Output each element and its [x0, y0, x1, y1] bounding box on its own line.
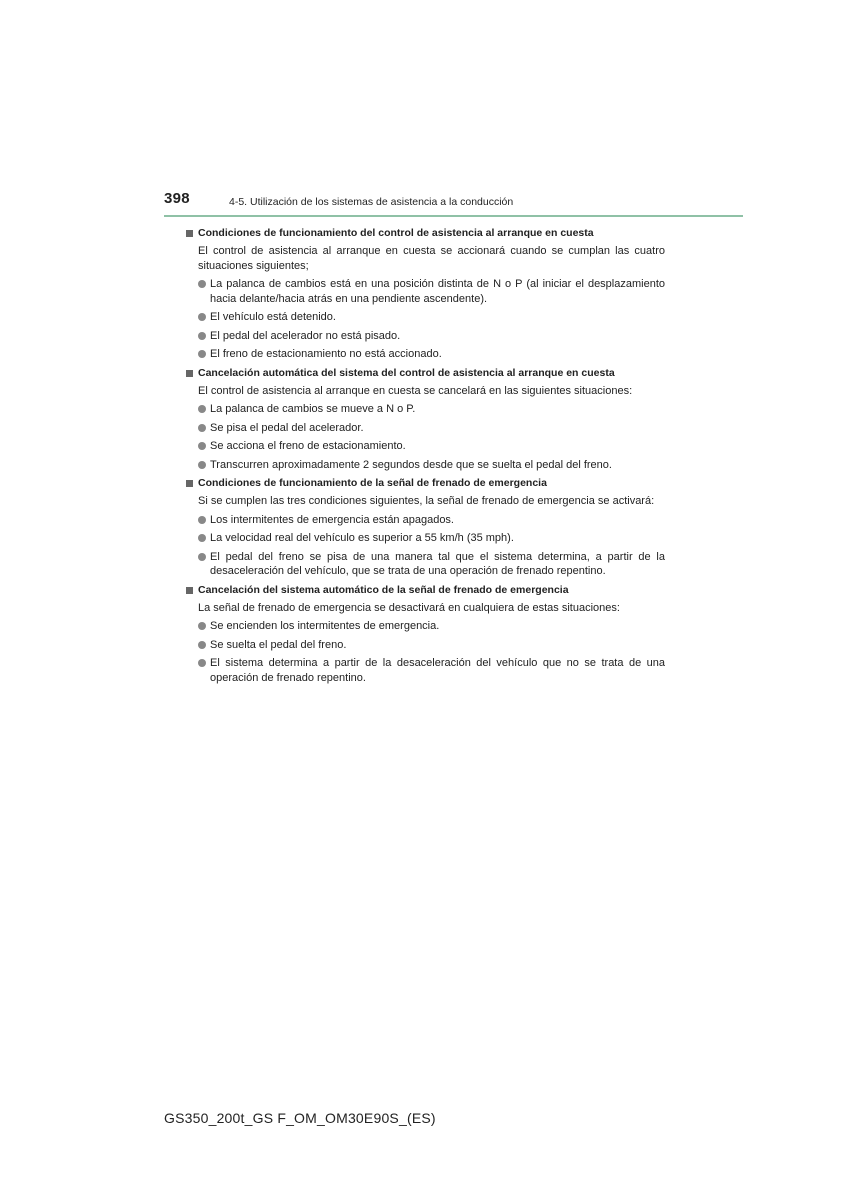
bullet-dot-icon — [198, 534, 206, 542]
bullet-dot-icon — [198, 641, 206, 649]
page-content — [185, 226, 665, 689]
bullet-dot-icon — [198, 516, 206, 524]
bullet-dot-icon — [198, 332, 206, 340]
bullet-dot-icon — [198, 405, 206, 413]
square-marker-icon — [186, 587, 193, 594]
section-emergency-signal-conditions — [185, 476, 665, 579]
bullet-list — [185, 513, 665, 579]
list-item — [198, 513, 665, 528]
list-item-text: El pedal del freno se pisa de una manera tal que el sistema determina, a partir de la desaceleración del vehículo, que se trata de una operación de frenado repentino. — [210, 550, 665, 577]
list-item-text: El vehículo está detenido. — [210, 311, 336, 323]
list-item-text: La velocidad real del vehículo es superior a 55 km/h (35 mph). — [210, 532, 514, 544]
list-item-text: Se encienden los intermitentes de emergencia. — [210, 620, 440, 632]
list-item-text: Se pisa el pedal del acelerador. — [210, 421, 364, 434]
list-item — [198, 439, 665, 454]
list-item — [198, 638, 665, 653]
page-number: 398 — [164, 190, 190, 207]
section-intro: Si se cumplen las tres condiciones siguientes, la señal de frenado de emergencia se activará: — [198, 495, 655, 507]
list-item-text: La palanca de cambios se mueve a N o P. — [210, 403, 416, 415]
list-item-text: Se suelta el pedal del freno. — [210, 638, 347, 651]
square-marker-icon — [186, 370, 193, 377]
bullet-dot-icon — [198, 350, 206, 358]
section-title-text: Condiciones de funcionamiento del control de asistencia al arranque en cuesta — [198, 227, 594, 239]
list-item — [198, 458, 665, 473]
list-item — [198, 347, 665, 362]
list-item-text: La palanca de cambios está en una posición distinta de N o P (al iniciar el desplazamiento hacia delante/hacia atrás en una pendiente ascendente). — [210, 278, 665, 305]
list-item — [198, 656, 665, 685]
bullet-list — [185, 277, 665, 362]
list-item-text: Los intermitentes de emergencia están apagados. — [210, 513, 454, 526]
section-intro: El control de asistencia al arranque en cuesta se accionará cuando se cumplan las cuatro situaciones siguientes; — [198, 245, 665, 272]
bullet-dot-icon — [198, 461, 206, 469]
bullet-list — [185, 619, 665, 685]
bullet-dot-icon — [198, 553, 206, 561]
list-item — [198, 421, 665, 436]
bullet-dot-icon — [198, 313, 206, 321]
section-title-text: Condiciones de funcionamiento de la señal de frenado de emergencia — [198, 477, 547, 489]
section-title — [185, 583, 665, 598]
header-rule — [164, 215, 743, 217]
bullet-dot-icon — [198, 659, 206, 667]
section-title — [185, 226, 665, 241]
bullet-dot-icon — [198, 442, 206, 450]
list-item — [198, 619, 665, 634]
list-item — [198, 531, 665, 546]
list-item — [198, 277, 665, 306]
section-title — [185, 476, 665, 491]
section-hill-start-conditions — [185, 226, 665, 362]
section-header: 4-5. Utilización de los sistemas de asistencia a la conducción — [229, 196, 514, 208]
list-item-text: El sistema determina a partir de la desaceleración del vehículo que no se trata de una operación de frenado repentino. — [210, 657, 665, 684]
list-item-text: El freno de estacionamiento no está accionado. — [210, 348, 442, 360]
section-emergency-signal-cancel — [185, 583, 665, 686]
square-marker-icon — [186, 480, 193, 487]
section-title-text: Cancelación del sistema automático de la señal de frenado de emergencia — [198, 583, 569, 596]
list-item — [198, 310, 665, 325]
section-title — [185, 366, 665, 381]
list-item — [198, 550, 665, 579]
section-intro: El control de asistencia al arranque en cuesta se cancelará en las siguientes situaciones: — [198, 384, 633, 397]
bullet-dot-icon — [198, 280, 206, 288]
bullet-dot-icon — [198, 424, 206, 432]
square-marker-icon — [186, 230, 193, 237]
list-item-text: Transcurren aproximadamente 2 segundos desde que se suelta el pedal del freno. — [210, 458, 612, 471]
bullet-dot-icon — [198, 622, 206, 630]
section-title-text: Cancelación automática del sistema del control de asistencia al arranque en cuesta — [198, 366, 615, 379]
section-hill-start-cancel — [185, 366, 665, 473]
list-item — [198, 329, 665, 344]
list-item-text: El pedal del acelerador no está pisado. — [210, 329, 401, 342]
list-item-text: Se acciona el freno de estacionamiento. — [210, 440, 406, 452]
footer-doc-code: GS350_200t_GS F_OM_OM30E90S_(ES) — [164, 1110, 436, 1126]
bullet-list — [185, 402, 665, 472]
list-item — [198, 402, 665, 417]
section-intro: La señal de frenado de emergencia se desactivará en cualquiera de estas situaciones: — [198, 601, 620, 614]
